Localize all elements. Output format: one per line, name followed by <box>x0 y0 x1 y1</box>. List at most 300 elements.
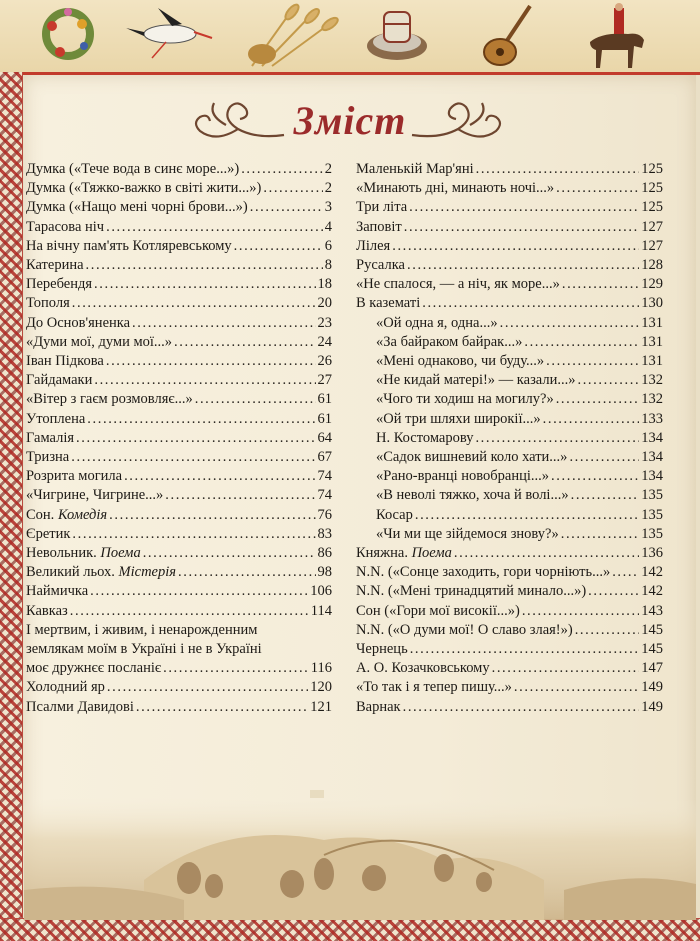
toc-entry[interactable] <box>26 275 332 294</box>
dot-leader <box>551 467 639 486</box>
toc-entry-title-text: На вічну пам'ять Котляревському <box>26 237 232 254</box>
toc-entry[interactable] <box>356 294 663 313</box>
toc-entry-title <box>356 602 520 621</box>
toc-entry-title <box>376 390 554 409</box>
toc-entry-title <box>376 371 575 390</box>
toc-entry-page: 149 <box>641 698 663 715</box>
dot-leader <box>569 448 639 467</box>
toc-entry-title-text: Три літа <box>356 199 408 216</box>
dot-leader <box>94 275 315 294</box>
dot-leader <box>404 218 640 237</box>
toc-entry-title <box>376 486 569 505</box>
toc-entry-title <box>356 544 452 563</box>
toc-entry-title <box>356 678 512 697</box>
toc-entry[interactable] <box>26 160 332 179</box>
toc-entry[interactable] <box>26 294 332 313</box>
toc-entry-title <box>26 467 122 486</box>
toc-entry-title-text: «Ой три шляхи широкії...» <box>376 410 541 427</box>
toc-entry[interactable] <box>26 410 332 429</box>
toc-entry-title-text: А. О. Козачковському <box>356 660 490 677</box>
toc-entry-title <box>356 659 490 678</box>
dot-leader <box>612 563 639 582</box>
toc-entry-title <box>356 237 390 256</box>
toc-entry-title-text: «В неволі тяжко, хоча й волі...» <box>376 487 569 504</box>
toc-entry-page: 128 <box>641 257 663 274</box>
toc-entry-title <box>356 275 560 294</box>
toc-entry-title-text: Думка («Тяжко-важко в світі жити...») <box>26 180 262 197</box>
dot-leader <box>422 294 639 313</box>
toc-entry-page: 125 <box>641 199 663 216</box>
toc-entry[interactable] <box>356 544 663 563</box>
dot-leader <box>71 448 315 467</box>
toc-entry[interactable] <box>26 237 332 256</box>
dot-leader <box>165 486 315 505</box>
toc-entry-page: 98 <box>317 564 332 581</box>
dot-leader <box>94 371 315 390</box>
dot-leader <box>561 525 640 544</box>
toc-entry[interactable] <box>356 275 663 294</box>
dot-leader <box>454 544 639 563</box>
toc-entry[interactable] <box>356 602 663 621</box>
toc-entry-title-text: N.N. («О думи мої! О славо злая!») <box>356 621 573 638</box>
toc-entry-title <box>376 352 544 371</box>
dot-leader <box>195 390 316 409</box>
toc-entry-genre: Поема <box>100 545 141 562</box>
toc-entry-title-text: «Мені однаково, чи буду...» <box>376 353 545 370</box>
toc-entry-title <box>26 525 70 544</box>
toc-entry-title-text: «Минають дні, минають ночі...» <box>356 180 555 197</box>
toc-entry[interactable] <box>356 448 663 467</box>
toc-entry-title-text: Думка («Тече вода в синє море...») <box>26 161 240 177</box>
toc-entry[interactable] <box>26 486 332 505</box>
toc-entry-page: 67 <box>317 449 332 466</box>
toc-entry[interactable] <box>26 525 332 544</box>
dot-leader <box>143 544 316 563</box>
toc-entry-title <box>26 602 68 621</box>
toc-entry-title <box>26 506 107 525</box>
toc-entry-page: 74 <box>317 468 332 485</box>
toc-entry-title <box>356 582 586 601</box>
toc-entry-title <box>26 179 261 198</box>
toc-entry-title <box>356 179 554 198</box>
toc-entry-page: 74 <box>317 487 332 504</box>
toc-entry-page: 24 <box>317 333 332 350</box>
toc-entry-page: 135 <box>641 487 663 504</box>
toc-entry-title-text: Гамалія <box>26 429 75 446</box>
bandura-icon <box>480 2 540 68</box>
dot-leader <box>575 621 640 640</box>
toc-entry[interactable] <box>356 218 663 237</box>
dot-leader <box>475 429 639 448</box>
dot-leader <box>109 506 315 525</box>
toc-entry-page: 61 <box>317 410 332 427</box>
toc-entry-page: 142 <box>641 564 663 581</box>
dot-leader <box>476 160 640 179</box>
toc-entry-page: 134 <box>641 429 663 446</box>
dot-leader <box>524 333 639 352</box>
right-flourish-icon <box>410 95 510 151</box>
toc-entry-page: 127 <box>641 218 663 235</box>
dot-leader <box>72 294 316 313</box>
toc-entry-page: 18 <box>317 276 332 293</box>
toc-entry-title-text: Псалми Давидові <box>26 698 134 715</box>
toc-entry-title-text: «Не кидай матері!» — казали...» <box>376 372 576 389</box>
toc-entry <box>26 659 332 678</box>
dot-leader <box>409 198 639 217</box>
toc-entry-title-text: Заповіт <box>356 218 402 235</box>
toc-entry[interactable] <box>356 198 663 217</box>
toc-entry-title-text: Кавказ <box>26 602 68 619</box>
toc-left-column <box>26 160 332 717</box>
toc-entry-title-text: Єретик <box>26 525 71 542</box>
toc-entry-page: 136 <box>641 545 663 562</box>
toc-entry-title <box>26 333 172 352</box>
toc-entry-title-text: N.N. («Сонце заходить, гори чорніють...» <box>356 564 611 581</box>
toc-entry[interactable] <box>26 506 332 525</box>
dot-leader <box>514 678 639 697</box>
toc-entry[interactable] <box>356 371 663 390</box>
toc-entry-page: 135 <box>641 506 663 523</box>
toc-entry[interactable] <box>356 237 663 256</box>
toc-entry-title-text: Холодний яр <box>26 679 105 696</box>
toc-entry[interactable] <box>26 314 332 333</box>
dot-leader <box>107 678 308 697</box>
toc-entry-title-text: Н. Костомарову <box>376 429 474 446</box>
toc-entry[interactable] <box>26 698 332 717</box>
toc-entry-page: 125 <box>641 161 663 177</box>
toc-entry-title <box>376 506 413 525</box>
toc-entry-title-text: «Думи мої, думи мої...» <box>26 333 173 350</box>
toc-entry-title <box>26 371 92 390</box>
toc-entry[interactable] <box>356 390 663 409</box>
toc-entry-title-text: Тарасова ніч <box>26 218 105 235</box>
toc-entry[interactable] <box>356 410 663 429</box>
embroidery-bottom-border <box>0 918 700 941</box>
toc-entry-title <box>26 429 74 448</box>
dot-leader <box>577 371 639 390</box>
toc-entry-page: 64 <box>317 429 332 446</box>
toc-entry[interactable] <box>26 198 332 217</box>
toc-entry-title <box>376 525 559 544</box>
dot-leader <box>178 563 315 582</box>
toc-entry-page: 20 <box>317 295 332 312</box>
toc-entry-title <box>26 448 69 467</box>
toc-entry-genre: Поема <box>411 545 452 562</box>
toc-entry-page: 2 <box>324 180 332 197</box>
toc-entry-title <box>356 160 474 179</box>
toc-entry-page: 134 <box>641 449 663 466</box>
title-block <box>0 85 700 155</box>
toc-entry-page: 120 <box>310 679 332 696</box>
toc-entry-title-text: В казематі <box>356 295 421 312</box>
toc-entry-title <box>356 698 401 717</box>
toc-entry-page: 142 <box>641 583 663 600</box>
toc-entry-title <box>356 294 420 313</box>
toc-entry[interactable] <box>356 467 663 486</box>
toc-entry-title-text: «То так і я тепер пишу...» <box>356 679 512 696</box>
toc-entry-page: 106 <box>310 583 332 600</box>
toc-entry-title <box>26 544 141 563</box>
toc-entry-page: 2 <box>324 161 332 177</box>
toc-entry-title-text: «Не спалося, — а ніч, як море...» <box>356 276 560 293</box>
toc-entry-title-text: Утоплена <box>26 410 86 427</box>
dot-leader <box>124 467 315 486</box>
dot-leader <box>136 698 308 717</box>
toc-entry-page: 143 <box>641 602 663 619</box>
dot-leader <box>106 218 323 237</box>
dot-leader <box>241 160 323 179</box>
toc-entry-title-text: Маленькій Мар'яні <box>356 161 474 177</box>
toc-entry-page: 133 <box>641 410 663 427</box>
toc-entry-page: 23 <box>317 314 332 331</box>
dot-leader <box>174 333 315 352</box>
toc-entry-title <box>376 410 541 429</box>
toc-entry-title-text: Русалка <box>356 257 405 274</box>
toc-entry-page: 145 <box>641 621 663 638</box>
toc-entry-title-text: До Основ'яненка <box>26 314 131 331</box>
toc-entry-page: 121 <box>310 698 332 715</box>
toc-entry-page: 145 <box>641 641 663 658</box>
toc-entry-page: 132 <box>641 391 663 408</box>
toc-entry-title-text: N.N. («Мені тринадцятий минало...») <box>356 583 587 600</box>
toc-entry-title-text: Сон. <box>26 506 55 523</box>
dot-leader <box>415 506 639 525</box>
toc-entry-title-text: Тризна <box>26 449 70 466</box>
toc-entry-title <box>376 448 567 467</box>
toc-entry-title <box>26 294 70 313</box>
toc-entry-title-text: «Чигрине, Чигрине...» <box>26 487 164 504</box>
dot-leader <box>76 429 315 448</box>
toc-entry-title-text: Розрита могила <box>26 468 123 485</box>
toc-entry-title <box>356 198 407 217</box>
toc-entry-title-text: Лілея <box>356 237 391 254</box>
toc-entry[interactable] <box>356 179 663 198</box>
toc-entry-title-text: Варнак <box>356 698 401 715</box>
toc-entry-title-text: «Вітер з гаєм розмовляє...» <box>26 391 193 408</box>
toc-entry-title-text: «Рано-вранці новобранці...» <box>376 468 550 485</box>
dot-leader <box>543 410 640 429</box>
toc-entry[interactable] <box>356 506 663 525</box>
toc-entry-title-text: Наймичка <box>26 583 89 600</box>
toc-entry-title <box>356 563 610 582</box>
toc-entry-title-text: Думка («Нащо мені чорні брови...») <box>26 199 248 216</box>
dot-leader <box>410 640 640 659</box>
toc-entry[interactable] <box>26 352 332 371</box>
toc-entry-title <box>26 275 92 294</box>
toc-entry-page: 129 <box>641 276 663 293</box>
toc-entry-title <box>26 678 105 697</box>
toc-entry-title <box>26 352 104 371</box>
toc-entry-title-text: «Чого ти ходиш на могилу?» <box>376 391 554 408</box>
toc-entry-title <box>26 390 193 409</box>
toc-entry-title <box>26 410 85 429</box>
dot-leader <box>500 314 640 333</box>
toc-entry-title-text: Перебендя <box>26 276 93 293</box>
embroidery-side-border <box>0 72 23 941</box>
page-title: Зміст <box>293 98 407 143</box>
toc-entry-page: 147 <box>641 660 663 677</box>
toc-entry[interactable] <box>26 371 332 390</box>
toc-entry[interactable] <box>26 179 332 198</box>
dot-leader <box>72 525 315 544</box>
toc-entry-title-text: Іван Підкова <box>26 353 104 370</box>
toc-entry[interactable] <box>356 525 663 544</box>
toc-entry-page: 134 <box>641 468 663 485</box>
toc-entry-page: 132 <box>641 372 663 389</box>
toc-entry-page: 3 <box>324 199 332 216</box>
toc-entry-title-text: Чернець <box>356 641 408 658</box>
dot-leader <box>87 410 315 429</box>
toc-entry-page: 8 <box>324 257 332 274</box>
toc-entry[interactable] <box>356 640 663 659</box>
dot-leader <box>86 256 323 275</box>
steppe-landscape-illustration <box>24 760 696 920</box>
dot-leader <box>263 179 322 198</box>
dot-leader <box>392 237 639 256</box>
toc-entry[interactable] <box>356 352 663 371</box>
toc-entry[interactable] <box>356 698 663 717</box>
dot-leader <box>571 486 640 505</box>
toc-entry-title <box>26 218 104 237</box>
toc-entry[interactable] <box>26 602 332 621</box>
toc-entry-page: 86 <box>317 545 332 562</box>
dot-leader <box>234 237 323 256</box>
toc-entry-title-text: Княжна. <box>356 545 408 562</box>
toc-entry[interactable] <box>26 390 332 409</box>
toc-entry-genre: Комедія <box>57 506 108 523</box>
dot-leader <box>132 314 315 333</box>
dot-leader <box>106 352 316 371</box>
toc-entry[interactable] <box>26 678 332 697</box>
toc-entry-page: 61 <box>317 391 332 408</box>
toc-entry[interactable] <box>356 678 663 697</box>
toc-entry[interactable] <box>356 563 663 582</box>
toc-entry-title <box>26 237 232 256</box>
toc-entry-title <box>26 563 176 582</box>
toc-entry-title <box>26 698 134 717</box>
toc-entry-title <box>356 621 573 640</box>
toc-entry-title <box>26 256 84 275</box>
toc-entry[interactable] <box>26 218 332 237</box>
dot-leader <box>522 602 639 621</box>
toc-entry-title <box>356 256 405 275</box>
toc-entry[interactable] <box>356 659 663 678</box>
toc-entry-title-text: Косар <box>376 506 413 523</box>
toc-entry-page: 130 <box>641 295 663 312</box>
toc-entry-page: 131 <box>641 314 663 331</box>
top-ornament-band <box>0 0 700 75</box>
dot-leader <box>407 256 639 275</box>
toc-entry-page: 76 <box>317 506 332 523</box>
dot-leader <box>546 352 639 371</box>
toc-entry-title <box>356 218 402 237</box>
dot-leader <box>588 582 639 601</box>
toc-entry-page: 83 <box>317 525 332 542</box>
toc-entry-title-text: Катерина <box>26 257 84 274</box>
wreath-icon <box>38 2 98 64</box>
toc-entry-title-text: Тополя <box>26 295 70 312</box>
toc-entry[interactable] <box>26 544 332 563</box>
toc-entry-title-text: Великий льох. <box>26 564 115 581</box>
toc-entry-page: 26 <box>317 353 332 370</box>
dot-leader <box>403 698 640 717</box>
toc-right-column <box>356 160 663 717</box>
toc-entry[interactable] <box>356 621 663 640</box>
toc-entry-title <box>26 198 248 217</box>
toc-entry-title <box>26 582 88 601</box>
cossack-rider-icon <box>582 2 654 70</box>
toc-entry-title-text: «За байраком байрак...» <box>376 333 523 350</box>
toc-entry-page: 131 <box>641 333 663 350</box>
toc-entry-title <box>356 640 408 659</box>
dot-leader <box>492 659 640 678</box>
toc-entry-title-text: «Садок вишневий коло хати...» <box>376 449 568 466</box>
toc-entry-genre: Містерія <box>118 564 177 581</box>
toc-entry[interactable] <box>356 486 663 505</box>
toc-entry-page: 4 <box>324 218 332 235</box>
pottery-icon <box>364 2 430 68</box>
dot-leader <box>70 602 309 621</box>
toc-entry-title <box>26 160 239 179</box>
wheat-icon <box>232 2 342 68</box>
toc-entry[interactable] <box>356 333 663 352</box>
toc-entry-title <box>376 429 473 448</box>
toc-entry-multiline[interactable] <box>26 621 332 679</box>
dot-leader <box>562 275 639 294</box>
toc-entry-title <box>26 314 130 333</box>
toc-entry-page: 131 <box>641 353 663 370</box>
toc-entry[interactable] <box>356 429 663 448</box>
toc-entry-title-text: «Ой одна я, одна...» <box>376 314 498 331</box>
toc-entry[interactable] <box>26 333 332 352</box>
dot-leader <box>250 198 323 217</box>
toc-entry-title <box>26 486 163 505</box>
toc-entry-title-text: Сон («Гори мої високії...») <box>356 602 520 619</box>
toc-entry[interactable] <box>26 563 332 582</box>
dot-leader <box>90 582 308 601</box>
dot-leader <box>556 179 639 198</box>
toc-entry[interactable] <box>26 448 332 467</box>
toc-entry-page: 149 <box>641 679 663 696</box>
toc-entry[interactable] <box>356 582 663 601</box>
toc-entry-page: 116 <box>310 660 332 677</box>
toc-entry[interactable] <box>26 256 332 275</box>
toc-entry-title <box>376 467 549 486</box>
toc-entry-title <box>376 333 522 352</box>
toc-entry-title <box>376 314 498 333</box>
toc-entry-page: 125 <box>641 180 663 197</box>
toc-entry-title-text: Невольник. <box>26 545 97 562</box>
toc-entry-title: моє дружнєє посланіє <box>26 660 162 677</box>
dot-leader <box>163 659 309 678</box>
toc-entry-page: 114 <box>310 602 332 619</box>
toc-entry-title-text: Гайдамаки <box>26 372 93 389</box>
toc-entry[interactable] <box>356 160 663 179</box>
toc-entry[interactable] <box>26 429 332 448</box>
toc-entry-page: 135 <box>641 525 663 542</box>
toc-entry-page: 27 <box>317 372 332 389</box>
toc-entry[interactable] <box>356 256 663 275</box>
toc-entry[interactable] <box>26 467 332 486</box>
dot-leader <box>556 390 640 409</box>
toc-entry-line: землякам моїм в Україні і не в Україні <box>26 641 262 658</box>
toc-entry-page: 127 <box>641 237 663 254</box>
toc-entry[interactable] <box>26 582 332 601</box>
toc-entry-title-text: «Чи ми ще зійдемося знову?» <box>376 525 559 542</box>
toc-entry[interactable] <box>356 314 663 333</box>
stork-icon <box>122 2 214 62</box>
toc-entry-page: 6 <box>324 237 332 254</box>
